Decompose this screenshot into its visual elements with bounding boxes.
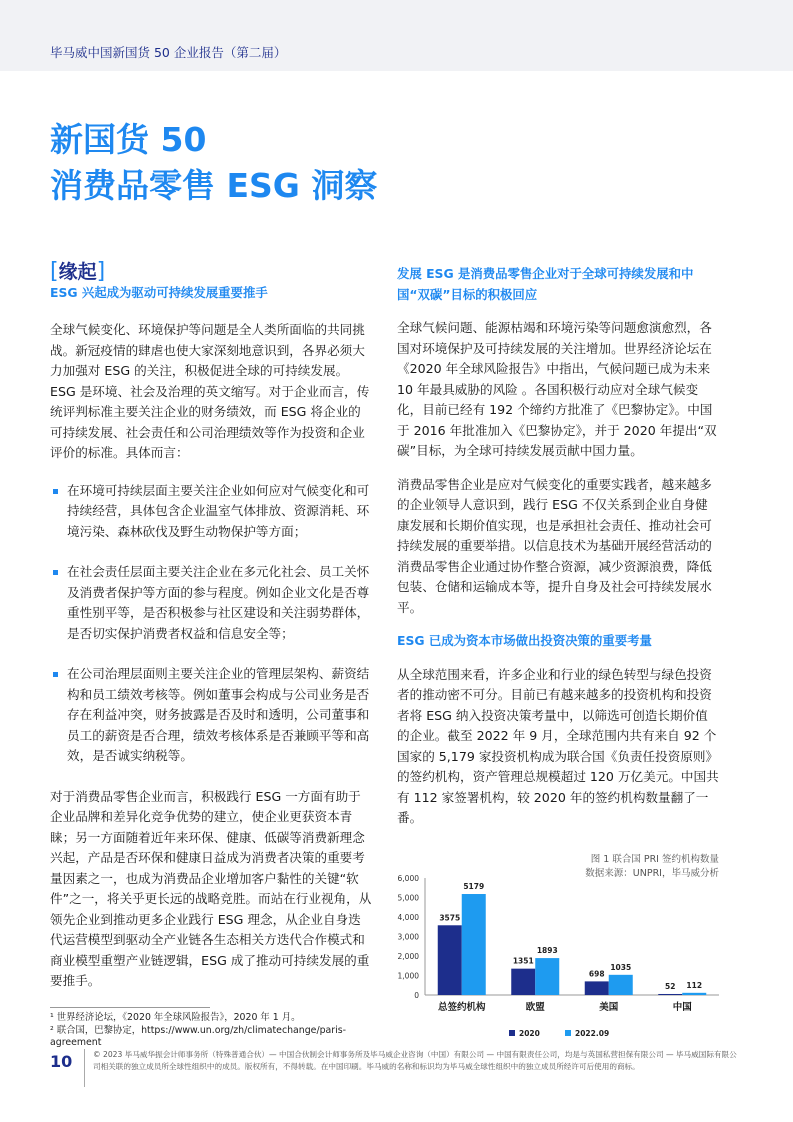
chart-title: 图 1 联合国 PRI 签约机构数量 [590, 854, 719, 865]
y-tick-label: 0 [414, 991, 419, 1000]
right-heading-2: ESG 已成为资本市场做出投资决策的重要考量 [397, 633, 652, 648]
bar [535, 958, 559, 995]
y-tick-label: 3,000 [397, 932, 419, 942]
left-subheading: ESG 兴起成为驱动可持续发展重要推手 [50, 284, 268, 300]
legend-label: 2022.09 [575, 1029, 610, 1038]
right-column [397, 264, 719, 829]
data-label: 112 [686, 980, 703, 990]
bar [438, 925, 462, 995]
section-bracket-open: [ [50, 259, 59, 284]
x-tick-label: 总签约机构 [437, 1002, 486, 1013]
legal-notice: © 2023 毕马威华振会计师事务所（特殊普通合伙）— 中国合伙制会计师事务所及毕马威企业咨询（中国）有限公司 — 中国有限责任公司，均是与英国私营担保有限公司 — 毕马威国际有限公司相关联的独立成员所全球性组织中的成员。版权所有，不得转载。在中国印刷。毕马威的名称和标识均为毕马威全球性组织中的独立成员所经许可后使用的商标。 [93, 1050, 737, 1071]
x-tick-label: 欧盟 [525, 1002, 545, 1013]
list-item: 在环境可持续层面主要关注企业如何应对气候变化和可持续经营，具体包含企业温室气体排放、资源消耗、环境污染、森林砍伐及野生动物保护等方面； [50, 481, 372, 543]
footnote-divider [50, 1007, 210, 1008]
data-label: 698 [588, 969, 605, 979]
right-paragraph-2: 消费品零售企业是应对气候变化的重要实践者，越来越多的企业领导人意识到，践行 ESG 不仅关系到企业自身健康发展和长期价值实现，也是承担社会责任、推动社会可持续发展的重要举措。以信息技术为基础开展经营活动的消费品零售企业通过协作整合资源，减少资源浪费，降低包装、仓储和运输成本等，提升自身及社会可持续发展水平。 [397, 476, 712, 615]
data-label: 3575 [439, 913, 461, 923]
y-tick-label: 1,000 [397, 971, 419, 981]
page-header [0, 0, 793, 71]
bar [609, 975, 633, 995]
bar [511, 969, 535, 995]
page-title [50, 117, 377, 209]
page-number: 10 [50, 1052, 73, 1071]
legend-swatch [509, 1030, 515, 1036]
bar [658, 994, 682, 995]
right-heading-1: 发展 ESG 是消费品零售企业对于全球可持续发展和中国“双碳”目标的积极回应 [397, 266, 694, 302]
footer-divider [84, 1049, 85, 1087]
left-paragraph-1: 全球气候变化、环境保护等问题是全人类所面临的共同挑战。新冠疫情的肆虐也使大家深刻地意识到，各界必须大力加强对 ESG 的关注，积极促进全球的可持续发展。ESG 是环境、社会及治理的英文缩写。对于企业而言，传统评判标准主要关注企业的财务绩效，而 ESG 将企业的可持续发展、社会责任和公司治理绩效等作为投资和企业评价的标准。具体而言： [50, 322, 370, 460]
section-title: 缘起 [58, 261, 97, 283]
data-label: 1035 [610, 962, 632, 972]
x-tick-label: 中国 [672, 1002, 692, 1013]
pri-chart [397, 850, 722, 1045]
left-paragraph-2: 对于消费品零售企业而言，积极践行 ESG 一方面有助于企业品牌和差异化竞争优势的建立，使企业更获资本青睐；另一方面随着近年来环保、健康、低碳等消费新理念兴起，产品是否环保和健康日益成为消费者决策的重要考量因素之一，也成为消费品企业增加客户黏性的关键“软件”之一，将关乎更长远的战略竞胜。而站在行业视角，从领先企业到推动更多企业践行 ESG 理念，从企业自身迭代运营模型到驱动全产业链各生态相关方迭代合作模式和商业模型重塑产业链逻辑，ESG 成了推动可持续发展的重要推手。 [50, 788, 372, 988]
data-label: 5179 [463, 882, 485, 892]
bar [462, 894, 486, 995]
footnote-1: ¹ 世界经济论坛，《2020 年全球风险报告》，2020 年 1 月。 [50, 1012, 301, 1023]
header-title: 毕马威中国新国货 50 企业报告（第二届） [50, 45, 287, 60]
right-paragraph-1: 全球气候问题、能源枯竭和环境污染等问题愈演愈烈，各国对环境保护及可持续发展的关注增加。世界经济论坛在《2020 年全球风险报告》中指出，气候问题已成为未来 10 年最具威胁的风险 。各国积极行动应对全球气候变化，目前已经有 192 个缔约方批准了《巴黎协定》。中国于 2016 年批准加入《巴黎协定》，并于 2020 年提出“双碳”目标，为全球可持续发展贡献中国力量。 [397, 320, 717, 458]
data-label: 1351 [512, 956, 534, 966]
footnotes [50, 1012, 390, 1050]
section-heading [50, 259, 372, 284]
title-line-1: 新国货 50 [50, 120, 207, 159]
bar [585, 981, 609, 995]
right-paragraph-3: 从全球范围来看，许多企业和行业的绿色转型与绿色投资者的推动密不可分。目前已有越来越多的投资机构和投资者将 ESG 纳入投资决策考量中，以筛选可创造长期价值的企业。截至 2022 年 9 月，全球范围内共有来自 92 个国家的 5,179 家投资机构成为联合国《负责任投资原则》的签约机构，资产管理总规模超过 120 万亿美元。中国共有 112 家签署机构，较 2020 年的签约机构数量翻了一番。 [397, 666, 719, 825]
bar [682, 993, 706, 995]
y-tick-label: 6,000 [397, 874, 419, 883]
y-tick-label: 5,000 [397, 893, 419, 903]
section-bracket-close: ] [96, 259, 106, 284]
data-label: 52 [665, 981, 676, 991]
list-item: 在公司治理层面则主要关注企业的管理层架构、薪资结构和员工绩效考核等。例如董事会构成与公司业务是否存在利益冲突，财务披露是否及时和透明，公司董事和员工的薪资是否合理，绩效考核体系是否兼顾平等和高效，是否诚实纳税等。 [50, 664, 372, 767]
legend-swatch [565, 1030, 571, 1036]
legend-label: 2020 [519, 1029, 540, 1038]
footnote-2: ² 联合国，巴黎协定，https://www.un.org/zh/climatechange/paris-agreement [50, 1024, 347, 1048]
esg-bullet-list [50, 481, 372, 767]
y-tick-label: 4,000 [397, 913, 419, 922]
chart-source: 数据来源：UNPRI，毕马威分析 [585, 868, 719, 879]
y-tick-label: 2,000 [397, 952, 419, 961]
left-column [50, 259, 372, 992]
x-tick-label: 美国 [599, 1002, 619, 1013]
list-item: 在社会责任层面主要关注企业在多元化社会、员工关怀及消费者保护等方面的参与程度。例如企业文化是否尊重性别平等，是否积极参与社区建设和关注弱势群体，是否切实保护消费者权益和信息安全等； [50, 562, 372, 644]
pri-chart-svg [397, 850, 722, 1045]
data-label: 1893 [536, 946, 558, 956]
title-line-2: 消费品零售 ESG 洞察 [50, 166, 378, 205]
